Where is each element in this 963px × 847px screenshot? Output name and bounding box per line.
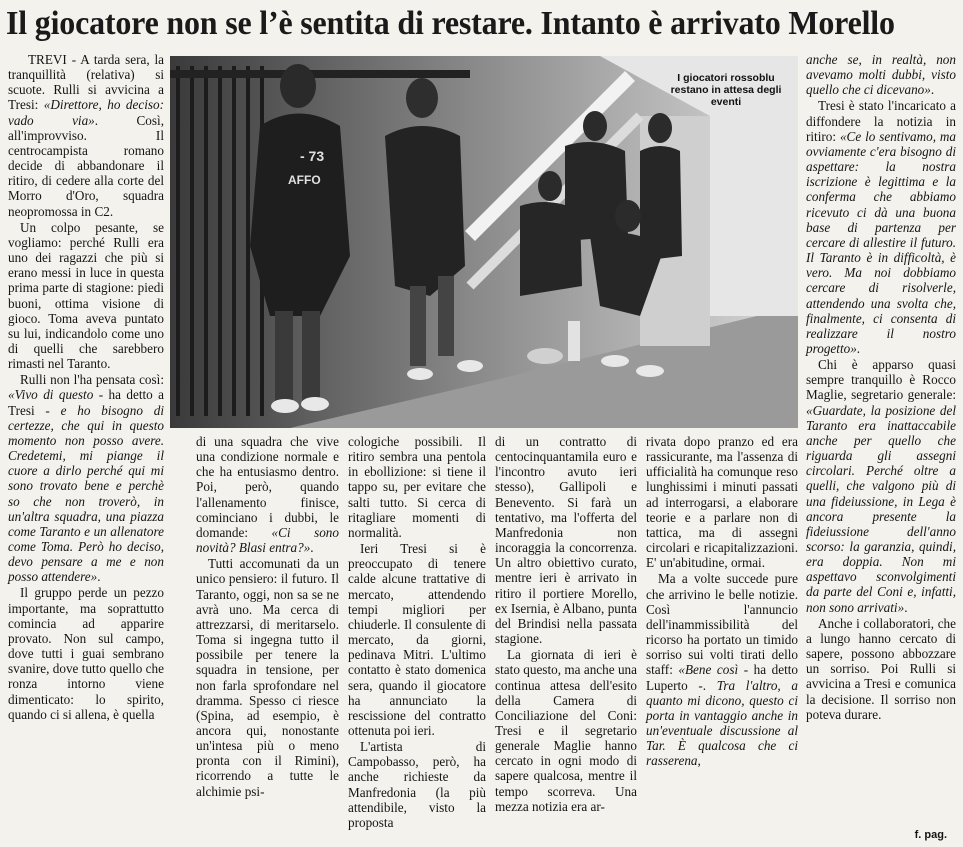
paragraph: rivata dopo pranzo ed era rassicurante, ma l'assenza di ufficialità ha comunque reso lunghissimi i minuti passati ad interrogarsi, a elaborare teorie e a parlare non di tattica, ma di assegni circolari e ricapitalizzazioni. E' un'abitudine, ormai. bbox=[646, 434, 798, 571]
paragraph: Chi è apparso quasi sempre tranquillo è Rocco Maglie, segretario generale: «Guardate, la posizione del Taranto era inattaccabile anche per quello che riguarda gli assegni circolari. Perché oltre a quelli, che valgono più di una fideiussione, in Lega è ancora presente la fideiussione dell'anno scorso: la garanzia, quindi, era doppia. Non mi aspettavo sconvolgimenti da parte del Coni e, infatti, non sono arrivati». bbox=[806, 357, 956, 615]
article-column-2 bbox=[196, 434, 339, 800]
article-column-1 bbox=[8, 52, 164, 723]
photo-caption: I giocatori rossoblu restano in attesa degli eventi bbox=[670, 72, 782, 108]
paragraph: di un contratto di centocinquantamila euro e l'incontro avuto ieri stesso), Gallipoli e Benevento. Si farà un tentativo, ma l'offerta del Manfredonia non incoraggia la concorrenza. Un altro obiettivo curato, mentre ieri è arrivato in ritiro il portiere Morello, ex Isernia, è Albano, punta del Brindisi nella passata stagione. bbox=[495, 434, 637, 647]
paragraph: Rulli non l'ha pensata così: «Vivo di questo - ha detto a Tresi - e ho bisogno di certezze, che qui in questo momento non posso avere. Credetemi, mi piange il cuore a dirlo perché qui mi sono trovato bene e perchè so che non troverò, in un'altra squadra, una piazza come Taranto e un allenatore come Toma. Però ho deciso, devo pensare a me e non posso attendere». bbox=[8, 372, 165, 585]
shirt-sponsor: AFFO bbox=[288, 173, 321, 187]
team-photo bbox=[170, 56, 798, 428]
paragraph: anche se, in realtà, non avevamo molti dubbi, visto quello che ci dicevano». bbox=[806, 52, 956, 98]
paragraph: Un colpo pesante, se vogliamo: perché Rulli era uno dei ragazzi che più si erano messi in luce in questa prima parte di stagione: piedi buoni, ottima visione di gioco. Toma aveva puntato su lui, indicandolo come uno di quelli che sarebbero rimasti nel Taranto. bbox=[8, 219, 164, 372]
paragraph: La giornata di ieri è stato questo, ma anche una continua attesa dell'esito della Camera di Conciliazione del Coni: Tresi e il segretario generale Maglie hanno cercato in ogni modo di sapere qualcosa, mentre il tempo scorreva. Una mezza notizia era ar- bbox=[495, 647, 637, 814]
paragraph: cologiche possibili. Il ritiro sembra una pentola in ebollizione: si tiene il tappo su, per evitare che salti tutto. Si cerca di ritagliare momenti di normalità. bbox=[348, 434, 486, 540]
article-column-3 bbox=[348, 434, 486, 831]
article-headline: Il giocatore non se l’è sentita di restare. Intanto è arrivato Morello bbox=[6, 5, 895, 42]
author-signature: f. pag. bbox=[914, 829, 947, 841]
paragraph: Il gruppo perde un pezzo importante, ma soprattutto comincia ad apparire provato. Non sul campo, dove tutti i guai sembrano svanire, dove tutto quello che ronza intorno viene dimenticato: lo spirito, quando ci si allena, è quella bbox=[8, 585, 164, 722]
paragraph: TREVI - A tarda sera, la tranquillità (relativa) si scuote. Rulli si avvicina a Tresi: «Direttore, ho deciso: vado via». Così, all'improvviso. Il centrocampista romano decide di abbandonare il ritiro, di cedere alla corte del Morro d'Oro, squadra neopromossa in C2. bbox=[8, 52, 164, 219]
paragraph: Anche i collaboratori, che a lungo hanno cercato di sapere, possono abbozzare un sorriso. Poi Rulli si avvicina a Tresi e comunica la decisione. Il sorriso non poteva durare. bbox=[806, 615, 956, 722]
paragraph: Ma a volte succede pure che arrivino le belle notizie. Così l'annuncio dell'inammissibilità del ricorso ha portato un timido sorriso sui volti tirati dello staff: «Bene così - ha detto Luperto -. Tra l'altro, a quanto mi dicono, questo ci porta in vantaggio anche in un'eventuale discussione al Tar. È qualcosa che ci rasserena, bbox=[646, 571, 798, 769]
article-column-4 bbox=[495, 434, 637, 815]
paragraph: di una squadra che vive una condizione normale e che ha entusiasmo dentro. Poi, però, quando l'allenamento finisce, cominciano i dubbi, le domande: «Ci sono novità? Blasi entra?». bbox=[196, 434, 339, 556]
dateline: TREVI bbox=[28, 52, 67, 67]
players-waiting-image bbox=[170, 56, 798, 428]
paragraph: Tutti accomunati da un unico pensiero: il futuro. Il Taranto, oggi, non sa se ne avrà uno. Ma cerca di attrezzarsi, di meritarselo. Toma si ingegna tutto il possibile per tenere la squadra in tensione, per non farla sprofondare nel dramma. Spesso ci riesce (Spina, ad esempio, è ancora qui, nonostante un'intesa più o meno pronta con il Rimini), ricorrendo a tutte le alchimie psi- bbox=[196, 556, 339, 799]
article-column-5 bbox=[646, 434, 798, 769]
article-column-6 bbox=[806, 52, 956, 723]
shirt-number: - 73 bbox=[300, 148, 325, 164]
paragraph: L'artista di Campobasso, però, ha anche richieste da Manfredonia (la più attendibile, visto la proposta bbox=[348, 739, 486, 830]
paragraph: Ieri Tresi si è preoccupato di tenere calde alcune trattative di mercato, attendendo tempi migliori per chiuderle. Il consulente di mercato, da giorni, pedinava Mitri. L'ultimo contatto è stato domenica sera, quando il giocatore ha annunciato la rescissione del contratto ottenuta poi ieri. bbox=[348, 541, 486, 738]
paragraph: Tresi è stato l'incaricato a diffondere la notizia in ritiro: «Ce lo sentivamo, ma ovviamente c'era bisogno di aspettare: la nostra iscrizione è legittima e la conferma che abbiamo ricevuto ci dà una buona base di partenza per cercare di allestire il futuro. Il Taranto è in difficoltà, è vero. Ma noi dobbiamo cercare di risolverle, attendendo una svolta che, finalmente, ci consenta di realizzare il nostro progetto». bbox=[806, 98, 956, 356]
